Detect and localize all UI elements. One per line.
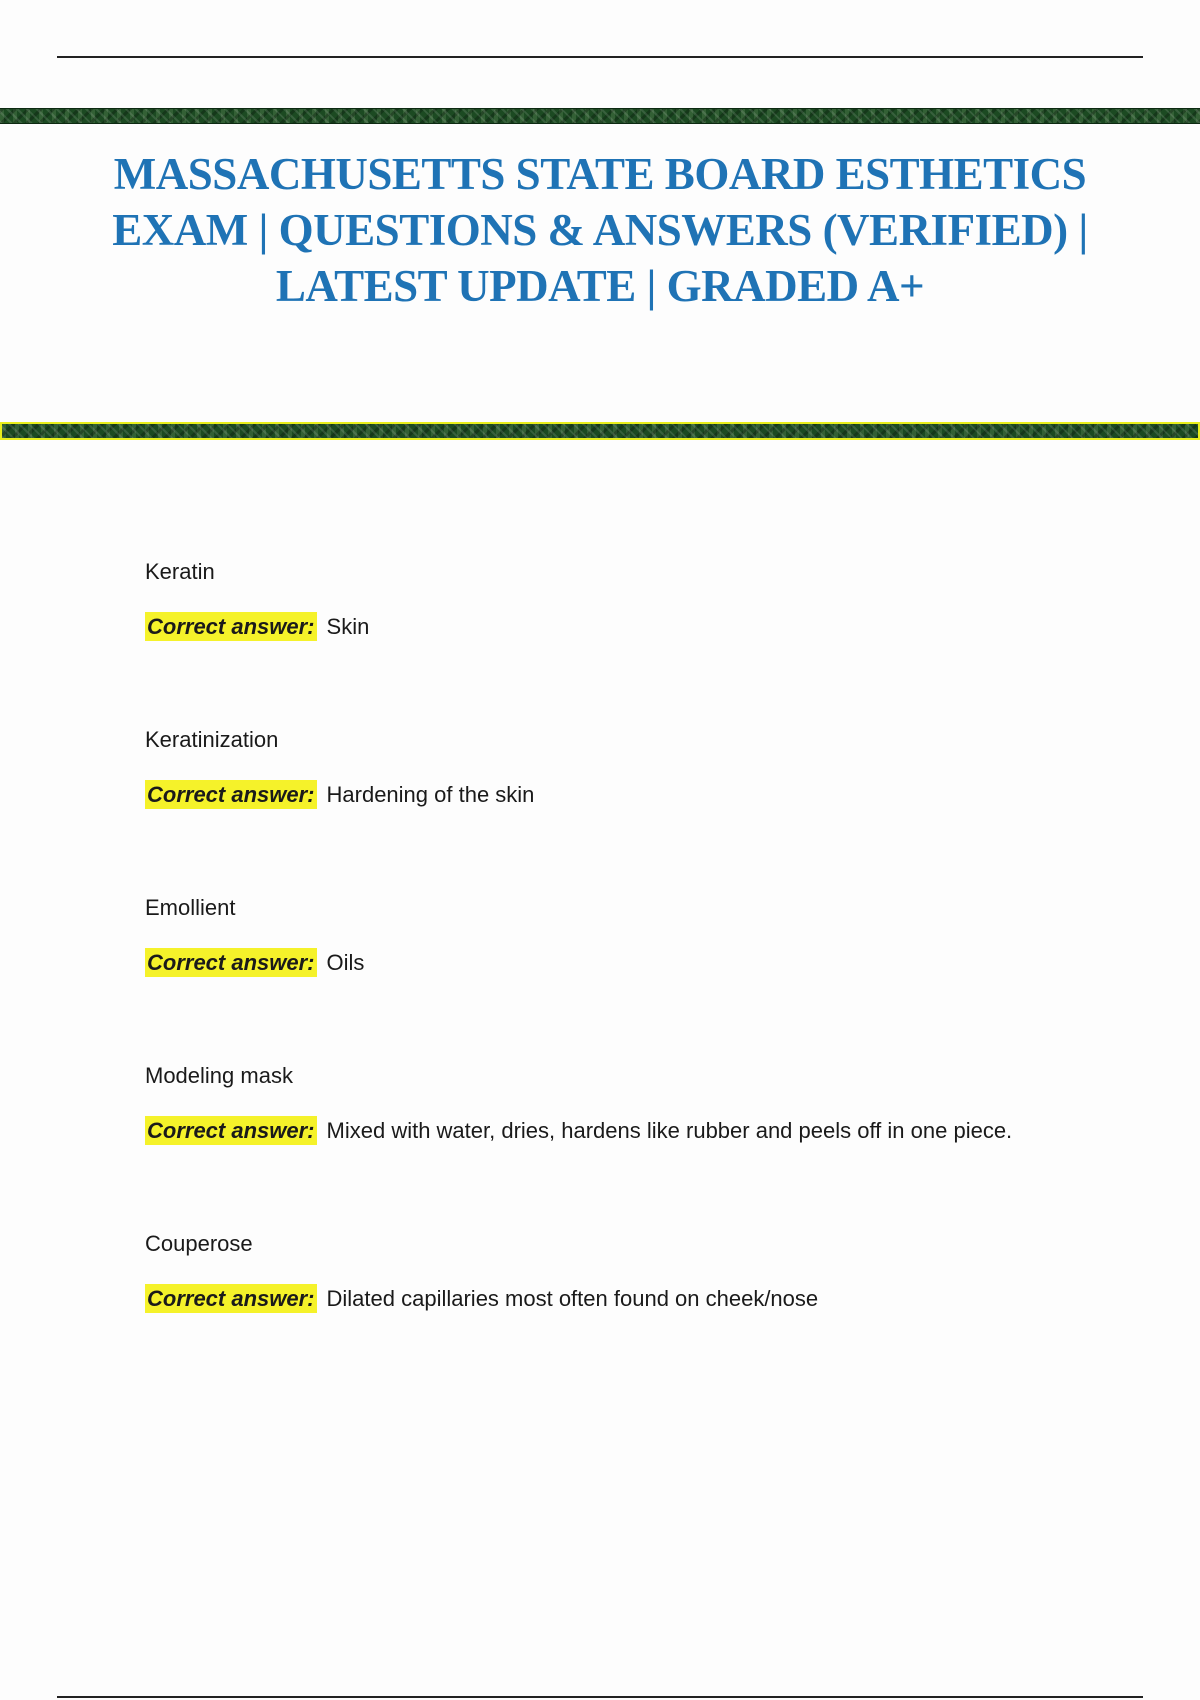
question-text: Keratinization (145, 727, 279, 752)
correct-answer-label: Correct answer: (147, 1118, 315, 1143)
bottom-decorative-band (0, 422, 1200, 440)
answer-text: Hardening of the skin (326, 782, 535, 807)
answer-text: Oils (326, 950, 365, 975)
correct-answer-label: Correct answer: (147, 614, 315, 639)
qa-item (145, 1048, 1065, 1158)
answer-line (145, 599, 1065, 654)
question-text: Keratin (145, 559, 215, 584)
question-text: Emollient (145, 895, 236, 920)
correct-answer-label: Correct answer: (147, 1286, 315, 1311)
answer-text: Mixed with water, dries, hardens like rubber and peels off in one piece. (326, 1118, 1013, 1143)
header-rule (57, 56, 1143, 58)
qa-list (145, 544, 1065, 1326)
document-title: MASSACHUSETTS STATE BOARD ESTHETICS EXAM | QUESTIONS & ANSWERS (VERIFIED) | LATEST UPDATE | GRADED A+ (112, 149, 1088, 311)
question-text: Modeling mask (145, 1063, 293, 1088)
answer-text: Dilated capillaries most often found on cheek/nose (326, 1286, 819, 1311)
answer-line (145, 935, 1065, 990)
answer-line (145, 1271, 1065, 1326)
qa-item (145, 880, 1065, 990)
qa-item (145, 712, 1065, 822)
top-decorative-band (0, 108, 1200, 124)
footer-rule (57, 1696, 1143, 1698)
correct-answer-label: Correct answer: (147, 782, 315, 807)
qa-item (145, 1216, 1065, 1326)
qa-item (145, 544, 1065, 654)
answer-line (145, 1103, 1065, 1158)
correct-answer-label: Correct answer: (147, 950, 315, 975)
answer-text: Skin (326, 614, 370, 639)
answer-line (145, 767, 1065, 822)
question-text: Couperose (145, 1231, 253, 1256)
